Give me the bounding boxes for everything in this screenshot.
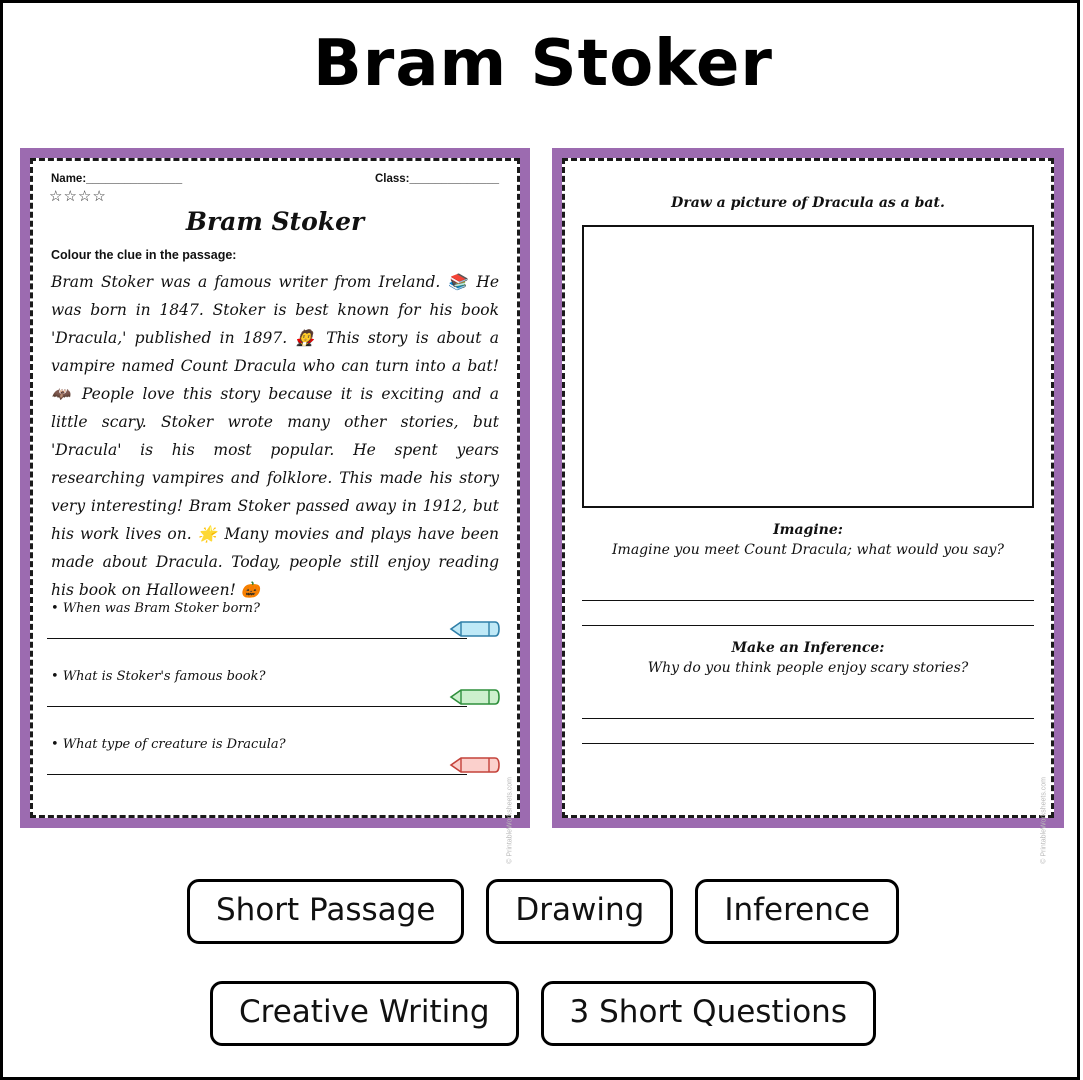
imagine-answer-lines: [582, 576, 1034, 626]
answer-line[interactable]: [47, 706, 467, 707]
answer-line[interactable]: [582, 601, 1034, 626]
feature-pill-inference[interactable]: Inference: [695, 879, 899, 944]
feature-pill-drawing[interactable]: Drawing: [486, 879, 673, 944]
class-field-label: Class:______________: [374, 173, 499, 185]
watermark-right: © PrintableWorksheets.com: [1041, 777, 1048, 864]
inference-prompt: Why do you think people enjoy scary stories?: [647, 660, 969, 676]
drawing-prompt: Draw a picture of Dracula as a bat.: [671, 195, 945, 211]
feature-pill-row-1: [3, 879, 1083, 944]
feature-pill-row-2: [3, 981, 1083, 1046]
answer-line[interactable]: [47, 638, 467, 639]
worksheet-right-content: [565, 161, 1051, 864]
worksheet-left-content: [33, 161, 517, 864]
drawing-area[interactable]: [582, 225, 1034, 508]
worksheet-right-inner: [562, 158, 1054, 864]
crayon-icon: [449, 755, 501, 775]
imagine-heading: Imagine:: [773, 522, 843, 538]
answer-line[interactable]: [582, 576, 1034, 601]
question-item: [47, 737, 503, 805]
worksheet-page-left: [20, 148, 530, 864]
question-text: • What type of creature is Dracula?: [51, 737, 286, 752]
question-item: [47, 669, 503, 737]
feature-pill-short-passage[interactable]: Short Passage: [187, 879, 464, 944]
watermark-left: © PrintableWorksheets.com: [507, 777, 514, 864]
worksheet-left-inner: [30, 158, 520, 864]
star-rating-icon: ☆☆☆☆: [49, 188, 107, 205]
answer-line[interactable]: [582, 694, 1034, 719]
question-text: • What is Stoker's famous book?: [51, 669, 266, 684]
question-text: • When was Bram Stoker born?: [51, 601, 260, 616]
student-info-row: [47, 173, 503, 185]
question-list: [47, 601, 503, 805]
worksheet-instruction: Colour the clue in the passage:: [51, 248, 237, 262]
feature-pill-three-short-questions[interactable]: 3 Short Questions: [541, 981, 876, 1046]
worksheet-page-right: [552, 148, 1064, 864]
feature-pill-creative-writing[interactable]: Creative Writing: [210, 981, 519, 1046]
page-title: Bram Stoker: [313, 27, 773, 101]
imagine-prompt: Imagine you meet Count Dracula; what would you say?: [612, 542, 1004, 558]
inference-answer-lines: [582, 694, 1034, 744]
answer-line[interactable]: [47, 774, 467, 775]
crayon-icon: [449, 687, 501, 707]
worksheet-heading: Bram Stoker: [185, 207, 365, 236]
answer-line[interactable]: [582, 719, 1034, 744]
inference-heading: Make an Inference:: [731, 640, 885, 656]
name-field-label: Name:_______________: [51, 173, 183, 185]
crayon-icon: [449, 619, 501, 639]
question-item: [47, 601, 503, 669]
reading-passage: Bram Stoker was a famous writer from Ireland. 📚 He was born in 1847. Stoker is best known for his book 'Dracula,' published in 1897. 🧛 This story is about a vampire named Count Dracula who can turn into a bat! 🦇 People love this story because it is exciting and a little scary. Stoker wrote many other stories, but 'Dracula' is his most popular. He spent years researching vampires and folklore. This made his story very interesting! Bram Stoker passed away in 1912, but his work lives on. 🌟 Many movies and plays have been made about Dracula. Today, people still enjoy reading his book on Halloween! 🎃: [51, 273, 499, 599]
